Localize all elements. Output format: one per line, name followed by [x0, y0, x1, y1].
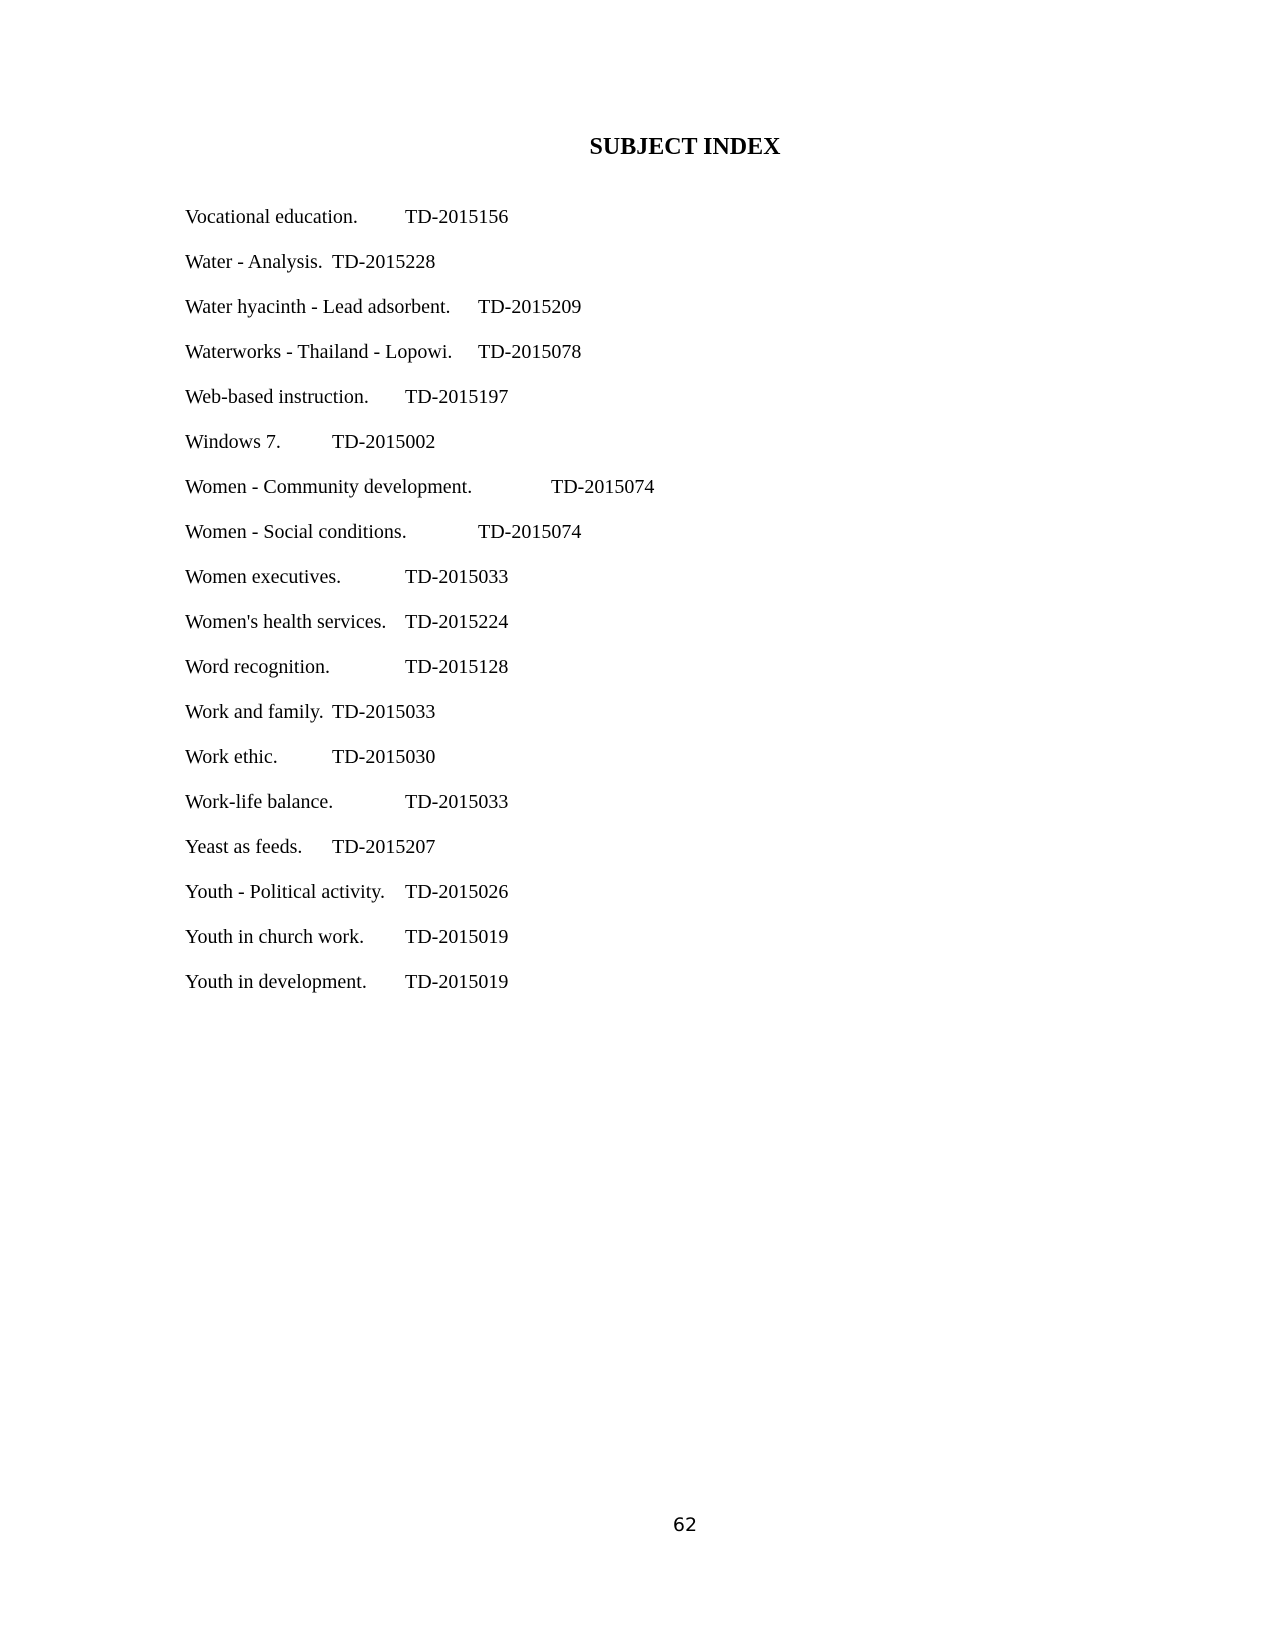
index-code: TD-2015019 — [405, 971, 509, 993]
page-number: 62 — [672, 1514, 698, 1536]
index-code: TD-2015030 — [332, 746, 436, 768]
index-term: Web-based instruction. — [185, 386, 369, 408]
index-term: Water hyacinth - Lead adsorbent. — [185, 296, 451, 318]
index-code: TD-2015074 — [478, 521, 582, 543]
index-term: Work and family. — [185, 701, 324, 723]
index-term: Youth in development. — [185, 971, 367, 993]
index-term: Youth - Political activity. — [185, 881, 385, 903]
index-code: TD-2015224 — [405, 611, 509, 633]
index-term: Women executives. — [185, 566, 342, 588]
index-code: TD-2015156 — [405, 206, 509, 228]
index-term: Waterworks - Thailand - Lopowi. — [185, 341, 453, 363]
index-term: Windows 7. — [185, 431, 281, 453]
index-term: Women's health services. — [185, 611, 387, 633]
index-code: TD-2015019 — [405, 926, 509, 948]
index-code: TD-2015207 — [332, 836, 436, 858]
index-code: TD-2015033 — [332, 701, 436, 723]
index-code: TD-2015228 — [332, 251, 436, 273]
index-term: Word recognition. — [185, 656, 331, 678]
index-code: TD-2015002 — [332, 431, 436, 453]
index-term: Vocational education. — [185, 206, 358, 228]
index-code: TD-2015197 — [405, 386, 509, 408]
index-term: Work ethic. — [185, 746, 278, 768]
index-code: TD-2015026 — [405, 881, 509, 903]
page-title: SUBJECT INDEX — [589, 134, 781, 161]
index-term: Yeast as feeds. — [185, 836, 303, 858]
index-code: TD-2015033 — [405, 791, 509, 813]
index-term: Women - Social conditions. — [185, 521, 407, 543]
index-code: TD-2015074 — [551, 476, 655, 498]
index-term: Work-life balance. — [185, 791, 334, 813]
index-term: Water - Analysis. — [185, 251, 323, 273]
index-code: TD-2015033 — [405, 566, 509, 588]
index-code: TD-2015128 — [405, 656, 509, 678]
index-code: TD-2015078 — [478, 341, 582, 363]
index-code: TD-2015209 — [478, 296, 582, 318]
index-term: Women - Community development. — [185, 476, 473, 498]
index-term: Youth in church work. — [185, 926, 365, 948]
